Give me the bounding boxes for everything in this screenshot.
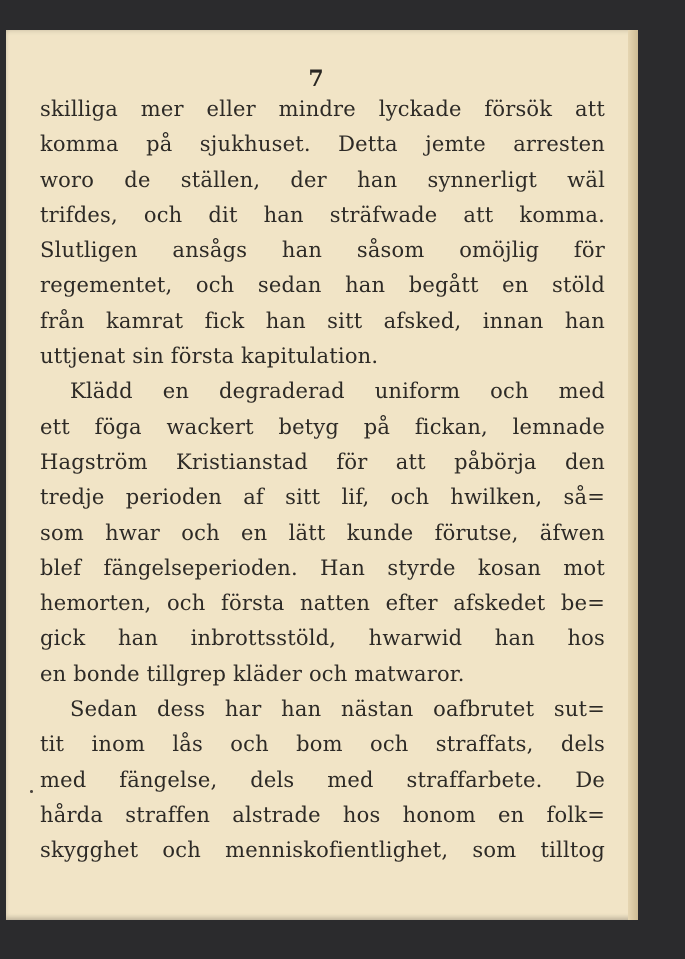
book-page	[6, 30, 638, 920]
text-line: ett föga wackert betyg på fickan, lemnade	[40, 414, 605, 439]
text-line: en bonde tillgrep kläder och matwaror.	[40, 661, 465, 686]
text-line: hemorten, och första natten efter afskedet be=	[40, 591, 605, 616]
text-line: Klädd en degraderad uniform och med	[70, 379, 605, 404]
page-number: 7	[308, 66, 324, 92]
text-line: som hwar och en lätt kunde förutse, äfwen	[40, 520, 605, 545]
text-line: gick han inbrottsstöld, hwarwid han hos	[40, 626, 605, 651]
text-line: Slutligen ansågs han såsom omöjlig för	[40, 238, 605, 263]
text-line: blef fängelseperioden. Han styrde kosan mot	[40, 555, 605, 580]
text-line: Sedan dess har han nästan oafbrutet sut=	[70, 697, 605, 722]
ink-speck	[30, 790, 33, 793]
text-line: uttjenat sin första kapitulation.	[40, 344, 379, 369]
text-line: hårda straffen alstrade hos honom en folk=	[40, 802, 605, 827]
text-line: trifdes, och dit han sträfwade att komma.	[40, 202, 605, 227]
text-line: woro de ställen, der han synnerligt wäl	[40, 167, 605, 192]
text-line: Hagström Kristianstad för att påbörja den	[40, 449, 605, 474]
page-edge	[628, 30, 638, 920]
text-line: från kamrat fick han sitt afsked, innan han	[40, 308, 605, 333]
text-line: regementet, och sedan han begått en stöld	[40, 273, 605, 298]
text-line: skilliga mer eller mindre lyckade försök att	[40, 97, 605, 121]
text-line: komma på sjukhuset. Detta jemte arresten	[40, 132, 605, 157]
text-line: tit inom lås och bom och straffats, dels	[40, 732, 605, 757]
text-line: med fängelse, dels med straffarbete. De	[40, 767, 605, 792]
text-line: tredje perioden af sitt lif, och hwilken, så=	[40, 485, 605, 510]
body-text	[40, 92, 605, 869]
text-line: skygghet och menniskofientlighet, som tilltog	[40, 838, 605, 863]
